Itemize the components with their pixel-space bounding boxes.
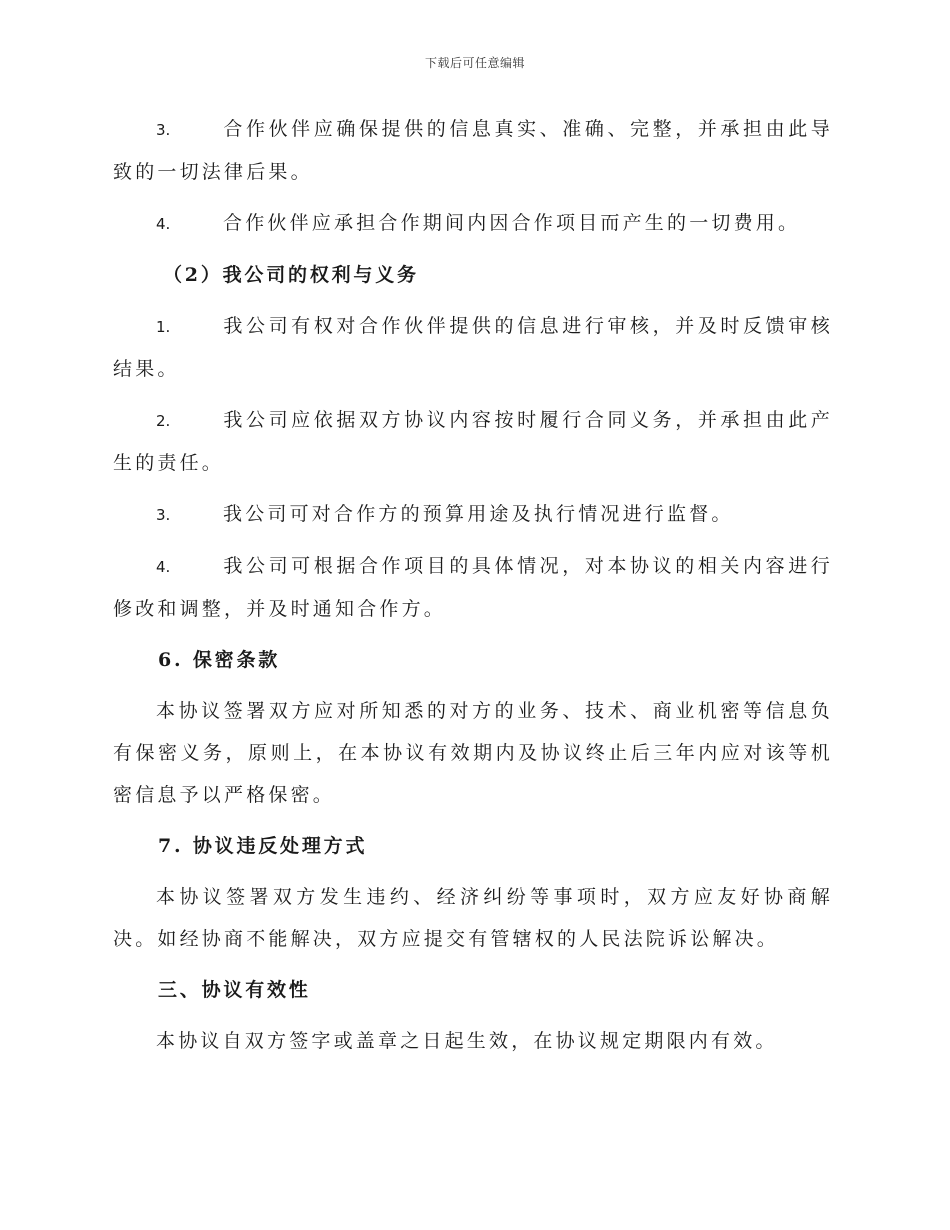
list-item-number: 3.: [156, 121, 171, 139]
list-item: [113, 545, 833, 630]
list-item-text: 合作伙伴应承担合作期间内因合作项目而产生的一切费用。: [223, 212, 801, 234]
list-item: [113, 108, 833, 193]
list-item-number: 4.: [156, 558, 171, 576]
list-item: [113, 202, 833, 245]
list-item-text: 我公司应依据双方协议内容按时履行合同义务，并承担由此产生的责任。: [113, 409, 833, 474]
list-item-text: 我公司有权对合作伙伴提供的信息进行审核，并及时反馈审核结果。: [113, 315, 833, 380]
list-item: [113, 399, 833, 484]
section-heading-validity: 三、协议有效性: [158, 979, 311, 1001]
document-content: [113, 108, 833, 1071]
list-item-number: 4.: [156, 215, 171, 233]
list-item-number: 3.: [156, 506, 171, 524]
section-heading-company-rights: （2）我公司的权利与义务: [163, 264, 419, 286]
list-item-number: 2.: [156, 412, 171, 430]
paragraph-confidentiality: 本协议签署双方应对所知悉的对方的业务、技术、商业机密等信息负有保密义务，原则上，在本协议有效期内及协议终止后三年内应对该等机密信息予以严格保密。: [113, 700, 833, 806]
list-item-number: 1.: [156, 318, 171, 336]
section-heading-confidentiality: 6. 保密条款: [158, 649, 281, 671]
section-heading-breach-handling: 7. 协议违反处理方式: [158, 835, 368, 857]
paragraph-validity: 本协议自双方签字或盖章之日起生效，在协议规定期限内有效。: [156, 1030, 778, 1052]
list-item: [113, 305, 833, 390]
page-header: 下载后可任意编辑: [424, 56, 525, 70]
list-item: [113, 493, 833, 536]
paragraph-breach-handling: 本协议签署双方发生违约、经济纠纷等事项时，双方应友好协商解决。如经协商不能解决，双方应提交有管辖权的人民法院诉讼解决。: [113, 886, 833, 950]
list-item-text: 我公司可对合作方的预算用途及执行情况进行监督。: [223, 503, 734, 525]
list-item-text: 我公司可根据合作项目的具体情况，对本协议的相关内容进行修改和调整，并及时通知合作方。: [113, 555, 833, 620]
list-item-text: 合作伙伴应确保提供的信息真实、准确、完整，并承担由此导致的一切法律后果。: [113, 118, 833, 183]
